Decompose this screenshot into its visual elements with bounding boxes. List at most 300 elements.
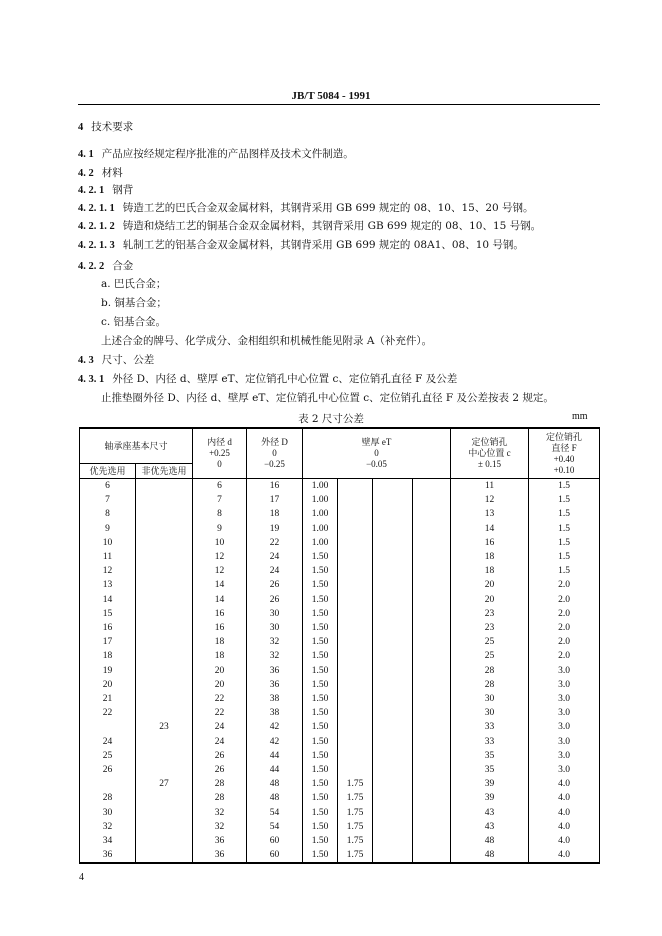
inner-cell: 24 bbox=[193, 735, 247, 749]
table-row bbox=[80, 820, 600, 834]
section-line bbox=[78, 219, 541, 234]
pin-center-cell: 14 bbox=[451, 522, 529, 536]
wall-cell-3 bbox=[373, 493, 413, 507]
non-preferred-cell bbox=[136, 735, 193, 749]
wall-cell-2 bbox=[338, 664, 373, 678]
wall-cell-2 bbox=[338, 550, 373, 564]
wall-cell-4 bbox=[413, 834, 451, 848]
wall-cell-4 bbox=[413, 749, 451, 763]
preferred-cell: 9 bbox=[80, 522, 136, 536]
wall-cell-4 bbox=[413, 493, 451, 507]
wall-cell-1: 1.50 bbox=[303, 735, 338, 749]
preferred-cell: 24 bbox=[80, 735, 136, 749]
non-preferred-cell bbox=[136, 635, 193, 649]
wall-cell-3 bbox=[373, 649, 413, 663]
section-text: 材料 bbox=[101, 167, 123, 179]
section-number: 4. 3. 1 bbox=[78, 374, 105, 385]
inner-cell: 36 bbox=[193, 834, 247, 848]
wall-cell-2 bbox=[338, 522, 373, 536]
pin-center-cell: 35 bbox=[451, 763, 529, 777]
pin-diameter-cell: 4.0 bbox=[529, 806, 600, 820]
section-text: c. 铝基合金。 bbox=[101, 316, 167, 328]
preferred-cell: 19 bbox=[80, 664, 136, 678]
wall-cell-1: 1.50 bbox=[303, 649, 338, 663]
wall-cell-4 bbox=[413, 777, 451, 791]
table-row bbox=[80, 564, 600, 578]
section-number: 4. 2. 1. 1 bbox=[78, 203, 115, 214]
table-row bbox=[80, 493, 600, 507]
outer-cell: 32 bbox=[247, 649, 303, 663]
wall-cell-3 bbox=[373, 820, 413, 834]
outer-cell: 30 bbox=[247, 621, 303, 635]
preferred-cell: 8 bbox=[80, 507, 136, 521]
section-text: 止推垫圈外径 D、内径 d、壁厚 eT、定位销孔中心位置 c、定位销孔直径 F 及公差按表 2 规定。 bbox=[101, 392, 554, 404]
preferred-cell: 18 bbox=[80, 649, 136, 663]
non-preferred-cell bbox=[136, 749, 193, 763]
section-text: 铸造工艺的巴氏合金双金属材料，其钢背采用 GB 699 规定的 08、10、15、20 号钢。 bbox=[122, 202, 534, 214]
wall-cell-3 bbox=[373, 593, 413, 607]
outer-cell: 16 bbox=[247, 479, 303, 494]
non-preferred-cell: 27 bbox=[136, 777, 193, 791]
section-line bbox=[78, 201, 534, 216]
section-line bbox=[78, 372, 457, 387]
table-row bbox=[80, 791, 600, 805]
outer-cell: 24 bbox=[247, 550, 303, 564]
table-row bbox=[80, 777, 600, 791]
wall-cell-2 bbox=[338, 578, 373, 592]
preferred-cell: 28 bbox=[80, 791, 136, 805]
section-line bbox=[78, 166, 123, 181]
inner-cell: 12 bbox=[193, 564, 247, 578]
inner-cell: 28 bbox=[193, 777, 247, 791]
wall-cell-4 bbox=[413, 479, 451, 494]
wall-cell-1: 1.50 bbox=[303, 720, 338, 734]
wall-cell-1: 1.00 bbox=[303, 522, 338, 536]
wall-cell-2 bbox=[338, 607, 373, 621]
wall-cell-2 bbox=[338, 735, 373, 749]
pin-diameter-cell: 3.0 bbox=[529, 678, 600, 692]
pin-center-cell: 35 bbox=[451, 749, 529, 763]
pin-center-cell: 48 bbox=[451, 848, 529, 863]
wall-cell-3 bbox=[373, 550, 413, 564]
non-preferred-cell bbox=[136, 479, 193, 494]
inner-cell: 16 bbox=[193, 607, 247, 621]
pin-center-cell: 23 bbox=[451, 607, 529, 621]
table-row bbox=[80, 664, 600, 678]
wall-cell-1: 1.00 bbox=[303, 507, 338, 521]
preferred-cell: 30 bbox=[80, 806, 136, 820]
wall-cell-1: 1.50 bbox=[303, 664, 338, 678]
non-preferred-cell bbox=[136, 507, 193, 521]
pin-dia-tol-lower: +0.10 bbox=[553, 464, 575, 475]
section-number: 4. 3 bbox=[78, 355, 94, 366]
wall-cell-3 bbox=[373, 664, 413, 678]
pin-center-cell: 28 bbox=[451, 678, 529, 692]
non-preferred-cell bbox=[136, 763, 193, 777]
pin-diameter-cell: 2.0 bbox=[529, 607, 600, 621]
section-text: 钢背 bbox=[112, 184, 134, 196]
preferred-cell: 12 bbox=[80, 564, 136, 578]
wall-cell-1: 1.00 bbox=[303, 493, 338, 507]
pin-center-cell: 43 bbox=[451, 806, 529, 820]
wall-cell-4 bbox=[413, 763, 451, 777]
outer-label: 外径 D bbox=[261, 437, 288, 447]
preferred-cell: 32 bbox=[80, 820, 136, 834]
section-text: 上述合金的牌号、化学成分、金相组织和机械性能见附录 A（补充件）。 bbox=[101, 335, 433, 347]
pin-center-cell: 28 bbox=[451, 664, 529, 678]
pin-center-cell: 48 bbox=[451, 834, 529, 848]
inner-cell: 9 bbox=[193, 522, 247, 536]
table-row bbox=[80, 607, 600, 621]
wall-cell-2 bbox=[338, 763, 373, 777]
inner-cell: 26 bbox=[193, 763, 247, 777]
pin-center-cell: 30 bbox=[451, 706, 529, 720]
pin-center-cell: 33 bbox=[451, 720, 529, 734]
outer-cell: 54 bbox=[247, 820, 303, 834]
non-preferred-cell bbox=[136, 536, 193, 550]
wall-cell-2 bbox=[338, 692, 373, 706]
table-row bbox=[80, 621, 600, 635]
wall-cell-2: 1.75 bbox=[338, 848, 373, 863]
wall-cell-4 bbox=[413, 522, 451, 536]
wall-cell-2 bbox=[338, 479, 373, 494]
section-text: 合金 bbox=[112, 260, 134, 272]
inner-cell: 24 bbox=[193, 720, 247, 734]
wall-cell-4 bbox=[413, 564, 451, 578]
wall-thickness-header bbox=[303, 428, 451, 479]
wall-cell-2 bbox=[338, 621, 373, 635]
section-line bbox=[78, 120, 133, 135]
wall-label: 壁厚 eT bbox=[361, 437, 392, 447]
pin-center-cell: 13 bbox=[451, 507, 529, 521]
outer-cell: 32 bbox=[247, 635, 303, 649]
outer-cell: 42 bbox=[247, 720, 303, 734]
preferred-cell: 11 bbox=[80, 550, 136, 564]
section-number: 4. 2 bbox=[78, 168, 94, 179]
table-row bbox=[80, 848, 600, 863]
wall-cell-2 bbox=[338, 720, 373, 734]
pin-center-cell: 16 bbox=[451, 536, 529, 550]
wall-cell-3 bbox=[373, 564, 413, 578]
table-row bbox=[80, 678, 600, 692]
wall-cell-2 bbox=[338, 635, 373, 649]
wall-cell-1: 1.50 bbox=[303, 578, 338, 592]
table-row bbox=[80, 649, 600, 663]
inner-cell: 22 bbox=[193, 706, 247, 720]
wall-cell-3 bbox=[373, 507, 413, 521]
outer-cell: 44 bbox=[247, 749, 303, 763]
wall-cell-1: 1.00 bbox=[303, 479, 338, 494]
inner-cell: 16 bbox=[193, 621, 247, 635]
seat-size-header: 轴承座基本尺寸 bbox=[80, 428, 193, 464]
section-text: 产品应按经规定程序批准的产品图样及技术文件制造。 bbox=[101, 148, 354, 160]
wall-cell-2: 1.75 bbox=[338, 820, 373, 834]
wall-cell-3 bbox=[373, 720, 413, 734]
wall-cell-4 bbox=[413, 649, 451, 663]
non-preferred-cell bbox=[136, 664, 193, 678]
outer-cell: 60 bbox=[247, 848, 303, 863]
table-row bbox=[80, 507, 600, 521]
page-number: 4 bbox=[79, 872, 84, 883]
section-text: 技术要求 bbox=[91, 121, 134, 133]
pin-diameter-cell: 1.5 bbox=[529, 550, 600, 564]
preferred-cell: 26 bbox=[80, 763, 136, 777]
pin-diameter-cell: 3.0 bbox=[529, 706, 600, 720]
inner-cell: 28 bbox=[193, 791, 247, 805]
wall-cell-4 bbox=[413, 536, 451, 550]
pin-center-cell: 39 bbox=[451, 777, 529, 791]
section-number: 4. 1 bbox=[78, 149, 94, 160]
inner-tol-lower: 0 bbox=[217, 459, 222, 469]
pin-dia-label-2: 直径 F bbox=[551, 442, 577, 453]
pin-diameter-cell: 2.0 bbox=[529, 635, 600, 649]
outer-cell: 48 bbox=[247, 777, 303, 791]
inner-cell: 18 bbox=[193, 635, 247, 649]
non-preferred-cell bbox=[136, 493, 193, 507]
non-preferred-cell bbox=[136, 791, 193, 805]
non-preferred-cell bbox=[136, 848, 193, 863]
pin-diameter-cell: 2.0 bbox=[529, 578, 600, 592]
wall-cell-1: 1.50 bbox=[303, 621, 338, 635]
wall-cell-3 bbox=[373, 735, 413, 749]
wall-cell-2 bbox=[338, 678, 373, 692]
inner-diameter-header bbox=[193, 428, 247, 479]
wall-cell-4 bbox=[413, 635, 451, 649]
outer-cell: 60 bbox=[247, 834, 303, 848]
outer-cell: 26 bbox=[247, 593, 303, 607]
table-caption: 表 2 尺寸公差 bbox=[298, 413, 364, 425]
inner-cell: 36 bbox=[193, 848, 247, 863]
outer-diameter-header bbox=[247, 428, 303, 479]
pin-diameter-cell: 3.0 bbox=[529, 692, 600, 706]
pin-center-cell: 39 bbox=[451, 791, 529, 805]
preferred-cell: 6 bbox=[80, 479, 136, 494]
pin-center-tol: ± 0.15 bbox=[478, 459, 501, 469]
wall-cell-3 bbox=[373, 635, 413, 649]
wall-cell-3 bbox=[373, 706, 413, 720]
inner-cell: 32 bbox=[193, 806, 247, 820]
wall-cell-1: 1.50 bbox=[303, 834, 338, 848]
pin-diameter-cell: 4.0 bbox=[529, 777, 600, 791]
wall-cell-3 bbox=[373, 848, 413, 863]
preferred-cell bbox=[80, 720, 136, 734]
pin-diameter-cell: 1.5 bbox=[529, 479, 600, 494]
pin-dia-label-1: 定位销孔 bbox=[546, 431, 583, 442]
pin-center-cell: 20 bbox=[451, 578, 529, 592]
outer-cell: 38 bbox=[247, 692, 303, 706]
section-text: 铸造和烧结工艺的铜基合金双金属材料，其钢背采用 GB 699 规定的 08、10、15 号钢。 bbox=[122, 220, 542, 232]
table-row bbox=[80, 763, 600, 777]
wall-cell-2 bbox=[338, 507, 373, 521]
non-preferred-header: 非优先选用 bbox=[136, 464, 193, 479]
pin-center-label-2: 中心位置 c bbox=[468, 448, 511, 458]
non-preferred-cell bbox=[136, 692, 193, 706]
non-preferred-cell bbox=[136, 678, 193, 692]
section-text: 外径 D、内径 d、壁厚 eT、定位销孔中心位置 c、定位销孔直径 F 及公差 bbox=[112, 373, 458, 385]
section-number: 4. 2. 1 bbox=[78, 185, 105, 196]
table-row bbox=[80, 593, 600, 607]
outer-cell: 38 bbox=[247, 706, 303, 720]
table-row bbox=[80, 522, 600, 536]
wall-cell-4 bbox=[413, 820, 451, 834]
outer-cell: 54 bbox=[247, 806, 303, 820]
outer-tol-lower: −0.25 bbox=[264, 459, 285, 469]
wall-cell-1: 1.50 bbox=[303, 678, 338, 692]
wall-cell-4 bbox=[413, 621, 451, 635]
outer-cell: 24 bbox=[247, 564, 303, 578]
preferred-cell: 36 bbox=[80, 848, 136, 863]
section-line bbox=[78, 183, 133, 198]
table-row bbox=[80, 578, 600, 592]
wall-cell-2 bbox=[338, 649, 373, 663]
outer-cell: 18 bbox=[247, 507, 303, 521]
table-row bbox=[80, 735, 600, 749]
wall-cell-3 bbox=[373, 678, 413, 692]
non-preferred-cell bbox=[136, 834, 193, 848]
document-code-header: JB/T 5084 - 1991 bbox=[291, 90, 371, 102]
pin-center-cell: 43 bbox=[451, 820, 529, 834]
pin-center-cell: 30 bbox=[451, 692, 529, 706]
inner-cell: 32 bbox=[193, 820, 247, 834]
pin-center-header bbox=[451, 428, 529, 479]
wall-cell-3 bbox=[373, 749, 413, 763]
pin-diameter-cell: 3.0 bbox=[529, 664, 600, 678]
wall-cell-2: 1.75 bbox=[338, 834, 373, 848]
wall-cell-1: 1.50 bbox=[303, 706, 338, 720]
pin-center-cell: 18 bbox=[451, 550, 529, 564]
section-number: 4. 2. 1. 2 bbox=[78, 221, 115, 232]
inner-cell: 26 bbox=[193, 749, 247, 763]
inner-cell: 12 bbox=[193, 550, 247, 564]
inner-cell: 10 bbox=[193, 536, 247, 550]
wall-cell-3 bbox=[373, 692, 413, 706]
wall-cell-2: 1.75 bbox=[338, 777, 373, 791]
wall-cell-3 bbox=[373, 578, 413, 592]
preferred-cell: 20 bbox=[80, 678, 136, 692]
inner-cell: 14 bbox=[193, 593, 247, 607]
non-preferred-cell: 23 bbox=[136, 720, 193, 734]
section-line bbox=[101, 334, 432, 348]
wall-cell-1: 1.50 bbox=[303, 550, 338, 564]
preferred-cell: 15 bbox=[80, 607, 136, 621]
outer-cell: 36 bbox=[247, 678, 303, 692]
section-line bbox=[101, 296, 167, 310]
pin-center-cell: 18 bbox=[451, 564, 529, 578]
wall-cell-3 bbox=[373, 607, 413, 621]
wall-cell-2 bbox=[338, 493, 373, 507]
wall-cell-1: 1.50 bbox=[303, 777, 338, 791]
non-preferred-cell bbox=[136, 649, 193, 663]
wall-cell-4 bbox=[413, 607, 451, 621]
outer-cell: 30 bbox=[247, 607, 303, 621]
table-row bbox=[80, 536, 600, 550]
inner-cell: 22 bbox=[193, 692, 247, 706]
pin-diameter-cell: 2.0 bbox=[529, 649, 600, 663]
wall-cell-1: 1.50 bbox=[303, 564, 338, 578]
inner-cell: 18 bbox=[193, 649, 247, 663]
section-line bbox=[78, 353, 154, 368]
pin-center-cell: 25 bbox=[451, 635, 529, 649]
wall-cell-4 bbox=[413, 678, 451, 692]
wall-tol-upper: 0 bbox=[374, 448, 379, 458]
wall-cell-2 bbox=[338, 706, 373, 720]
wall-cell-4 bbox=[413, 692, 451, 706]
section-text: b. 铜基合金； bbox=[101, 297, 167, 309]
table-row bbox=[80, 834, 600, 848]
non-preferred-cell bbox=[136, 578, 193, 592]
section-number: 4 bbox=[78, 122, 84, 133]
wall-tol-lower: −0.05 bbox=[366, 459, 387, 469]
wall-cell-3 bbox=[373, 763, 413, 777]
section-line bbox=[78, 147, 354, 162]
wall-cell-4 bbox=[413, 735, 451, 749]
pin-dia-tol-upper: +0.40 bbox=[553, 453, 575, 464]
preferred-cell: 10 bbox=[80, 536, 136, 550]
wall-cell-2 bbox=[338, 536, 373, 550]
wall-cell-3 bbox=[373, 791, 413, 805]
table-body bbox=[80, 479, 600, 864]
pin-diameter-cell: 1.5 bbox=[529, 536, 600, 550]
wall-cell-4 bbox=[413, 706, 451, 720]
table-row bbox=[80, 635, 600, 649]
outer-cell: 26 bbox=[247, 578, 303, 592]
section-line bbox=[101, 315, 166, 329]
wall-cell-3 bbox=[373, 479, 413, 494]
wall-cell-1: 1.50 bbox=[303, 791, 338, 805]
table-row bbox=[80, 550, 600, 564]
preferred-cell: 22 bbox=[80, 706, 136, 720]
section-line bbox=[101, 277, 166, 291]
pin-diameter-cell: 1.5 bbox=[529, 522, 600, 536]
pin-diameter-cell: 4.0 bbox=[529, 834, 600, 848]
dimension-table bbox=[79, 427, 600, 864]
preferred-cell: 17 bbox=[80, 635, 136, 649]
wall-cell-4 bbox=[413, 791, 451, 805]
pin-diameter-cell: 3.0 bbox=[529, 735, 600, 749]
wall-cell-1: 1.50 bbox=[303, 692, 338, 706]
pin-diameter-cell: 4.0 bbox=[529, 791, 600, 805]
table-row bbox=[80, 806, 600, 820]
non-preferred-cell bbox=[136, 706, 193, 720]
preferred-cell: 21 bbox=[80, 692, 136, 706]
section-text: 轧制工艺的铝基合金双金属材料，其钢背采用 GB 699 规定的 08A1、08、10 号钢。 bbox=[122, 239, 524, 251]
wall-cell-4 bbox=[413, 664, 451, 678]
wall-cell-1: 1.50 bbox=[303, 593, 338, 607]
outer-cell: 22 bbox=[247, 536, 303, 550]
preferred-header: 优先选用 bbox=[80, 464, 136, 479]
wall-cell-4 bbox=[413, 848, 451, 863]
non-preferred-cell bbox=[136, 593, 193, 607]
wall-cell-2 bbox=[338, 749, 373, 763]
pin-center-label-1: 定位销孔 bbox=[471, 437, 508, 447]
non-preferred-cell bbox=[136, 607, 193, 621]
pin-diameter-cell: 1.5 bbox=[529, 564, 600, 578]
preferred-cell: 7 bbox=[80, 493, 136, 507]
preferred-cell bbox=[80, 777, 136, 791]
wall-cell-1: 1.50 bbox=[303, 820, 338, 834]
wall-cell-2: 1.75 bbox=[338, 806, 373, 820]
table-row bbox=[80, 749, 600, 763]
outer-cell: 19 bbox=[247, 522, 303, 536]
preferred-cell: 13 bbox=[80, 578, 136, 592]
table-row bbox=[80, 692, 600, 706]
non-preferred-cell bbox=[136, 564, 193, 578]
non-preferred-cell bbox=[136, 621, 193, 635]
pin-diameter-cell: 4.0 bbox=[529, 820, 600, 834]
inner-cell: 14 bbox=[193, 578, 247, 592]
wall-cell-3 bbox=[373, 777, 413, 791]
inner-cell: 8 bbox=[193, 507, 247, 521]
